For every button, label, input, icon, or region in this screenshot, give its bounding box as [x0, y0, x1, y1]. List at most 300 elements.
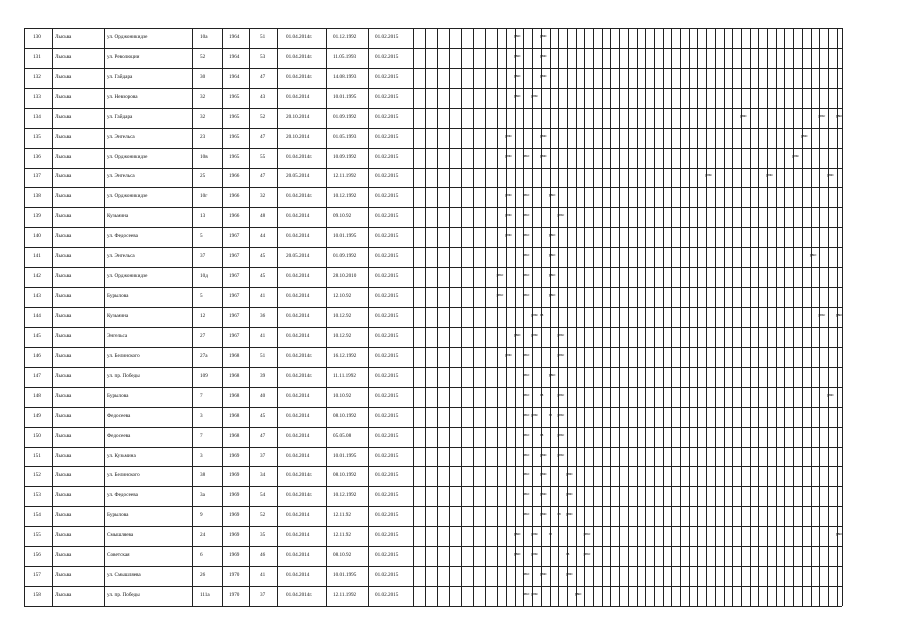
build-year-cell: 1966: [229, 173, 240, 180]
build-year-cell: 1967: [229, 332, 240, 339]
table-row-rule: [24, 267, 842, 268]
work-type-mark: рвкс: [505, 193, 513, 198]
date-inspection-cell: 01.04.2014г.: [286, 592, 313, 599]
build-year-cell: 1969: [229, 492, 240, 499]
street-cell: ул. пр. Победы: [107, 372, 140, 379]
date-privatization-cell: 12.11.1992: [333, 592, 357, 599]
city-cell: Лысьва: [55, 53, 72, 60]
row-number-cell: 133: [33, 93, 41, 100]
table-column-rule: [485, 28, 486, 606]
row-number-cell: 145: [33, 332, 41, 339]
table-row-rule: [24, 207, 842, 208]
city-cell: Лысьва: [55, 472, 72, 479]
city-cell: Лысьва: [55, 313, 72, 319]
table-row-rule: [24, 187, 842, 188]
city-cell: Лысьва: [55, 572, 72, 579]
row-number-cell: 149: [33, 412, 41, 419]
age-cell: 47: [260, 73, 266, 80]
age-cell: 45: [260, 253, 266, 260]
age-cell: 44: [260, 233, 266, 240]
table-column-rule: [689, 28, 690, 606]
work-type-mark: рвкс: [514, 73, 521, 78]
work-type-mark: рвкс: [522, 372, 530, 377]
row-number-cell: 141: [33, 253, 41, 260]
build-year-cell: 1966: [229, 193, 240, 200]
table-row-rule: [24, 586, 842, 587]
date-privatization-cell: 08.10.1992: [333, 472, 357, 479]
date-plan-cell: 01.02.2015: [375, 293, 399, 300]
street-cell: Кузьмина: [107, 213, 129, 220]
row-number-cell: 157: [33, 572, 41, 579]
work-type-mark: рвкс: [522, 193, 530, 198]
date-inspection-cell: 01.04.2014: [286, 93, 310, 100]
city-cell: Лысьва: [55, 173, 72, 180]
date-privatization-cell: 11.05.1993: [333, 53, 357, 60]
table-column-rule: [576, 28, 577, 606]
work-type-mark: рвкс: [835, 532, 843, 537]
street-cell: Советская: [107, 552, 130, 559]
age-cell: 45: [260, 412, 266, 419]
age-cell: 34: [260, 472, 266, 479]
date-privatization-cell: 10.10.92: [333, 392, 352, 399]
work-type-mark: рвкс: [522, 452, 530, 457]
table-column-rule: [732, 28, 733, 606]
build-year-cell: 1966: [229, 213, 240, 220]
date-inspection-cell: 01.04.2014: [286, 452, 310, 459]
work-type-mark: рвкс: [557, 432, 565, 437]
house-number-cell: 3: [200, 412, 203, 419]
build-year-cell: 1969: [229, 472, 240, 479]
table-column-rule: [750, 28, 751, 606]
table-row-rule: [24, 546, 842, 547]
age-cell: 40: [260, 392, 266, 399]
table-column-rule: [567, 28, 568, 606]
work-type-mark: рвкс: [566, 492, 573, 497]
table-column-rule: [437, 28, 438, 606]
street-cell: ул. Смышляева: [107, 572, 141, 579]
age-cell: 41: [260, 572, 266, 579]
work-type-mark: рвкс: [505, 213, 513, 218]
work-type-mark: рвкс: [540, 472, 547, 477]
date-plan-cell: 01.02.2015: [375, 572, 399, 579]
street-cell: Смышляева: [107, 532, 134, 539]
build-year-cell: 1965: [229, 113, 240, 120]
house-number-cell: 30: [200, 73, 206, 80]
work-type-mark: рвкс: [574, 592, 582, 597]
date-plan-cell: 01.02.2015: [375, 432, 399, 439]
build-year-cell: 1964: [229, 33, 240, 40]
date-inspection-cell: 01.04.2014: [286, 532, 310, 539]
date-plan-cell: 01.02.2015: [375, 532, 399, 539]
work-type-mark: гв: [548, 412, 552, 417]
street-cell: ул. Орджоникидзе: [107, 273, 148, 280]
date-inspection-cell: 01.04.2014: [286, 293, 310, 300]
city-cell: Лысьва: [55, 392, 72, 399]
date-privatization-cell: 01.09.1992: [333, 253, 357, 260]
table-row-rule: [24, 307, 842, 308]
work-type-mark: рвкс: [514, 93, 521, 98]
date-inspection-cell: 01.04.2014: [286, 392, 310, 399]
date-plan-cell: 01.02.2015: [375, 133, 399, 140]
house-number-cell: 26: [200, 572, 206, 579]
city-cell: Лысьва: [55, 73, 72, 80]
date-plan-cell: 01.02.2015: [375, 213, 399, 220]
table-row-rule: [24, 347, 842, 348]
street-cell: ул. Гайдара: [107, 113, 133, 120]
date-inspection-cell: 01.04.2014г.: [286, 352, 313, 359]
house-number-cell: 9: [200, 512, 203, 519]
work-type-mark: рвкс: [583, 552, 591, 557]
date-plan-cell: 01.02.2015: [375, 372, 399, 379]
work-type-mark: рвкс: [531, 552, 539, 557]
city-cell: Лысьва: [55, 592, 72, 599]
table-column-rule: [413, 28, 414, 606]
work-type-mark: рвкс: [505, 233, 513, 238]
street-cell: Федосеева: [107, 412, 131, 419]
row-number-cell: 134: [33, 113, 41, 120]
date-inspection-cell: 01.04.2014г.: [286, 153, 313, 160]
table-column-rule: [715, 28, 716, 606]
table-column-rule: [473, 28, 474, 606]
street-cell: ул. Невзорова: [107, 93, 138, 100]
build-year-cell: 1969: [229, 532, 240, 539]
date-plan-cell: 01.02.2015: [375, 173, 399, 180]
city-cell: Лысьва: [55, 113, 72, 120]
table-column-rule: [680, 28, 681, 606]
date-plan-cell: 01.02.2015: [375, 113, 399, 120]
date-plan-cell: 01.02.2015: [375, 552, 399, 559]
city-cell: Лысьва: [55, 492, 72, 499]
work-type-mark: рвкс: [548, 193, 556, 198]
table-column-rule: [637, 28, 638, 606]
table-column-rule: [368, 28, 369, 606]
table-row-rule: [24, 506, 842, 507]
table-row-rule: [24, 28, 842, 29]
age-cell: 53: [260, 53, 266, 60]
age-cell: 41: [260, 332, 266, 339]
row-number-cell: 144: [33, 313, 41, 319]
work-type-mark: рвкс: [835, 313, 843, 317]
table-row-rule: [24, 88, 842, 89]
work-type-mark: рвкс: [514, 53, 521, 58]
work-type-mark: рвкс: [557, 452, 565, 457]
table-column-rule: [461, 28, 462, 606]
street-cell: ул. Федосеева: [107, 233, 138, 240]
build-year-cell: 1969: [229, 552, 240, 559]
city-cell: Лысьва: [55, 352, 72, 359]
table-column-rule: [802, 28, 803, 606]
house-number-cell: 38: [200, 472, 206, 479]
work-type-mark: рвкс: [522, 412, 530, 417]
house-number-cell: 24: [200, 532, 206, 539]
date-privatization-cell: 10.01.1995: [333, 572, 357, 579]
work-type-mark: рвкс: [540, 133, 547, 138]
date-inspection-cell: 20.10.2014: [286, 133, 310, 140]
age-cell: 36: [260, 313, 266, 319]
house-number-cell: 23: [200, 133, 206, 140]
city-cell: Лысьва: [55, 332, 72, 339]
work-type-mark: рвкс: [818, 313, 826, 317]
table-column-rule: [497, 28, 498, 606]
work-type-mark: рвкс: [531, 532, 539, 537]
table-column-rule: [425, 28, 426, 606]
work-type-mark: рвкс: [827, 392, 834, 397]
work-type-mark: гв: [548, 532, 552, 537]
date-inspection-cell: 01.04.2014г.: [286, 193, 313, 200]
build-year-cell: 1968: [229, 392, 240, 399]
work-type-mark: рвкс: [809, 253, 817, 258]
date-privatization-cell: 14.08.1993: [333, 73, 357, 80]
table-row-rule: [24, 227, 842, 228]
age-cell: 39: [260, 372, 266, 379]
house-number-cell: 10а: [200, 33, 208, 40]
table-column-rule: [515, 28, 516, 606]
work-type-mark: рвкс: [522, 253, 530, 258]
house-number-cell: 32: [200, 93, 206, 100]
table-column-rule: [558, 28, 559, 606]
city-cell: Лысьва: [55, 412, 72, 419]
street-cell: Энгельса: [107, 332, 128, 339]
work-type-mark: рвкс: [540, 512, 547, 517]
build-year-cell: 1967: [229, 253, 240, 260]
table-row-rule: [24, 287, 842, 288]
build-year-cell: 1965: [229, 153, 240, 160]
row-number-cell: 153: [33, 492, 41, 499]
city-cell: Лысьва: [55, 213, 72, 220]
table-column-rule: [784, 28, 785, 606]
street-cell: ул. пр. Победы: [107, 592, 140, 599]
work-type-mark: рвкс: [514, 532, 521, 537]
table-column-rule: [584, 28, 585, 606]
table-column-rule: [619, 28, 620, 606]
date-privatization-cell: 12.10.92: [333, 293, 352, 300]
date-plan-cell: 01.02.2015: [375, 153, 399, 160]
table-row-rule: [24, 68, 842, 69]
work-type-mark: рвкс: [540, 73, 547, 78]
table-column-rule: [645, 28, 646, 606]
age-cell: 37: [260, 452, 266, 459]
date-inspection-cell: 01.04.2014: [286, 213, 310, 220]
street-cell: ул. Энгельса: [107, 253, 135, 260]
work-type-mark: рвкс: [583, 532, 591, 537]
row-number-cell: 152: [33, 472, 41, 479]
date-inspection-cell: 01.04.2014г.: [286, 73, 313, 80]
age-cell: 46: [260, 552, 266, 559]
work-type-mark: рвкс: [531, 332, 539, 337]
age-cell: 54: [260, 492, 266, 499]
date-privatization-cell: 01.05.1993: [333, 133, 357, 140]
work-type-mark: рвкс: [557, 392, 565, 397]
city-cell: Лысьва: [55, 33, 72, 40]
age-cell: 52: [260, 113, 266, 120]
work-type-mark: рвкс: [522, 592, 530, 597]
age-cell: 32: [260, 193, 266, 200]
table-row-rule: [24, 128, 842, 129]
row-number-cell: 132: [33, 73, 41, 80]
date-privatization-cell: 10.01.1995: [333, 233, 357, 240]
work-type-mark: рвкс: [540, 33, 547, 38]
street-cell: ул. Орджоникидзе: [107, 153, 148, 160]
date-privatization-cell: 12.11.92: [333, 512, 351, 519]
work-type-mark: рвкс: [835, 113, 843, 118]
work-type-mark: рвкс: [496, 293, 504, 298]
date-privatization-cell: 10.01.1995: [333, 452, 357, 459]
build-year-cell: 1967: [229, 273, 240, 280]
city-cell: Лысьва: [55, 153, 72, 160]
date-privatization-cell: 08.10.92: [333, 552, 352, 559]
city-cell: Лысьва: [55, 233, 72, 240]
date-inspection-cell: 01.04.2014: [286, 512, 310, 519]
table-column-rule: [671, 28, 672, 606]
date-plan-cell: 01.02.2015: [375, 73, 399, 80]
date-inspection-cell: 01.04.2014г.: [286, 372, 313, 379]
table-column-rule: [776, 28, 777, 606]
house-number-cell: 6: [200, 552, 203, 559]
row-number-cell: 146: [33, 352, 41, 359]
date-privatization-cell: 05.05.08: [333, 432, 352, 439]
date-plan-cell: 01.02.2015: [375, 392, 399, 399]
table-column-rule: [811, 28, 812, 606]
age-cell: 55: [260, 153, 266, 160]
build-year-cell: 1965: [229, 93, 240, 100]
table-row-rule: [24, 48, 842, 49]
work-type-mark: рвкс: [531, 313, 539, 317]
date-plan-cell: 01.02.2015: [375, 592, 399, 599]
date-privatization-cell: 12.11.1992: [333, 173, 357, 180]
house-number-cell: 27: [200, 332, 206, 339]
date-privatization-cell: 28.10.2010: [333, 273, 357, 280]
age-cell: 51: [260, 33, 266, 40]
house-number-cell: 5: [200, 233, 203, 240]
work-type-mark: рвкс: [740, 113, 747, 118]
row-number-cell: 138: [33, 193, 41, 200]
work-type-mark: рвкс: [540, 492, 547, 497]
work-type-mark: рвкс: [514, 33, 521, 38]
work-type-mark: рвкс: [522, 352, 530, 357]
work-type-mark: рвкс: [818, 113, 826, 118]
row-number-cell: 148: [33, 392, 41, 399]
build-year-cell: 1970: [229, 592, 240, 599]
street-cell: Федосеева: [107, 432, 131, 439]
house-number-cell: 7: [200, 432, 203, 439]
age-cell: 48: [260, 213, 266, 220]
date-inspection-cell: 01.04.2014: [286, 552, 310, 559]
house-number-cell: 12: [200, 313, 206, 319]
city-cell: Лысьва: [55, 273, 72, 280]
date-plan-cell: 01.02.2015: [375, 93, 399, 100]
street-cell: ул. Белинского: [107, 472, 140, 479]
work-type-mark: гв: [540, 392, 544, 397]
street-cell: ул. Гайдара: [107, 73, 133, 80]
house-number-cell: 13: [200, 213, 206, 220]
work-type-mark: рвкс: [540, 53, 547, 58]
build-year-cell: 1968: [229, 432, 240, 439]
house-number-cell: 32: [200, 113, 206, 120]
table-row-rule: [24, 387, 842, 388]
work-type-mark: рвкс: [540, 452, 547, 457]
table-column-rule: [828, 28, 829, 606]
date-inspection-cell: 01.04.2014: [286, 233, 310, 240]
house-number-cell: 3: [200, 452, 203, 459]
date-plan-cell: 01.02.2015: [375, 492, 399, 499]
work-type-mark: рвкс: [522, 572, 530, 577]
work-type-mark: рвкс: [531, 93, 539, 98]
table-column-rule: [724, 28, 725, 606]
work-type-mark: рвкс: [522, 432, 530, 437]
date-privatization-cell: 11.11.1992: [333, 372, 356, 379]
street-cell: ул. Белинского: [107, 352, 140, 359]
street-cell: ул. Орджоникидзе: [107, 33, 148, 40]
date-inspection-cell: 20.05.2014: [286, 253, 310, 260]
date-privatization-cell: 10.12.1992: [333, 492, 357, 499]
street-cell: Бурылова: [107, 392, 129, 399]
work-type-mark: гв: [566, 552, 570, 557]
work-type-mark: рвкс: [705, 173, 713, 178]
date-plan-cell: 01.02.2015: [375, 352, 399, 359]
table-row-rule: [24, 466, 842, 467]
city-cell: Лысьва: [55, 452, 72, 459]
date-privatization-cell: 01.12.1992: [333, 33, 357, 40]
work-type-mark: рвкс: [566, 512, 573, 517]
date-plan-cell: 01.02.2015: [375, 472, 399, 479]
build-year-cell: 1967: [229, 293, 240, 300]
date-privatization-cell: 08.10.1992: [333, 412, 357, 419]
work-type-mark: рвкс: [540, 153, 547, 158]
work-type-mark: рвкс: [557, 332, 565, 337]
table-column-rule: [326, 28, 327, 606]
table-column-rule: [523, 28, 524, 606]
table-column-rule: [593, 28, 594, 606]
city-cell: Лысьва: [55, 253, 72, 260]
house-number-cell: 37: [200, 253, 206, 260]
date-inspection-cell: 01.04.2014: [286, 273, 310, 280]
build-year-cell: 1967: [229, 233, 240, 240]
work-type-mark: рвкс: [792, 153, 800, 158]
table-row-rule: [24, 526, 842, 527]
age-cell: 47: [260, 173, 266, 180]
row-number-cell: 142: [33, 273, 41, 280]
date-plan-cell: 01.02.2015: [375, 193, 399, 200]
build-year-cell: 1967: [229, 313, 240, 319]
work-type-mark: рвкс: [522, 512, 530, 517]
date-inspection-cell: 01.04.2014: [286, 313, 310, 319]
house-number-cell: 52: [200, 53, 206, 60]
city-cell: Лысьва: [55, 512, 72, 519]
row-number-cell: 131: [33, 53, 41, 60]
table-column-rule: [654, 28, 655, 606]
date-inspection-cell: 01.04.2014: [286, 332, 310, 339]
table-row-rule: [24, 427, 842, 428]
row-number-cell: 135: [33, 133, 41, 140]
table-column-rule: [104, 28, 105, 606]
work-type-mark: рвкс: [548, 273, 556, 278]
table-row-rule: [24, 108, 842, 109]
house-number-cell: 7: [200, 392, 203, 399]
date-inspection-cell: 01.04.2014: [286, 572, 310, 579]
work-type-mark: рвкс: [505, 352, 513, 357]
age-cell: 52: [260, 512, 266, 519]
table-column-rule: [249, 28, 250, 606]
work-type-mark: рвкс: [522, 472, 530, 477]
street-cell: ул. Энгельса: [107, 133, 135, 140]
table-column-rule: [222, 28, 223, 606]
work-type-mark: рвкс: [557, 213, 565, 218]
table-column-rule: [602, 28, 603, 606]
table-row-rule: [24, 566, 842, 567]
row-number-cell: 158: [33, 592, 41, 599]
date-inspection-cell: 01.04.2014г.: [286, 492, 313, 499]
house-number-cell: 5: [200, 293, 203, 300]
